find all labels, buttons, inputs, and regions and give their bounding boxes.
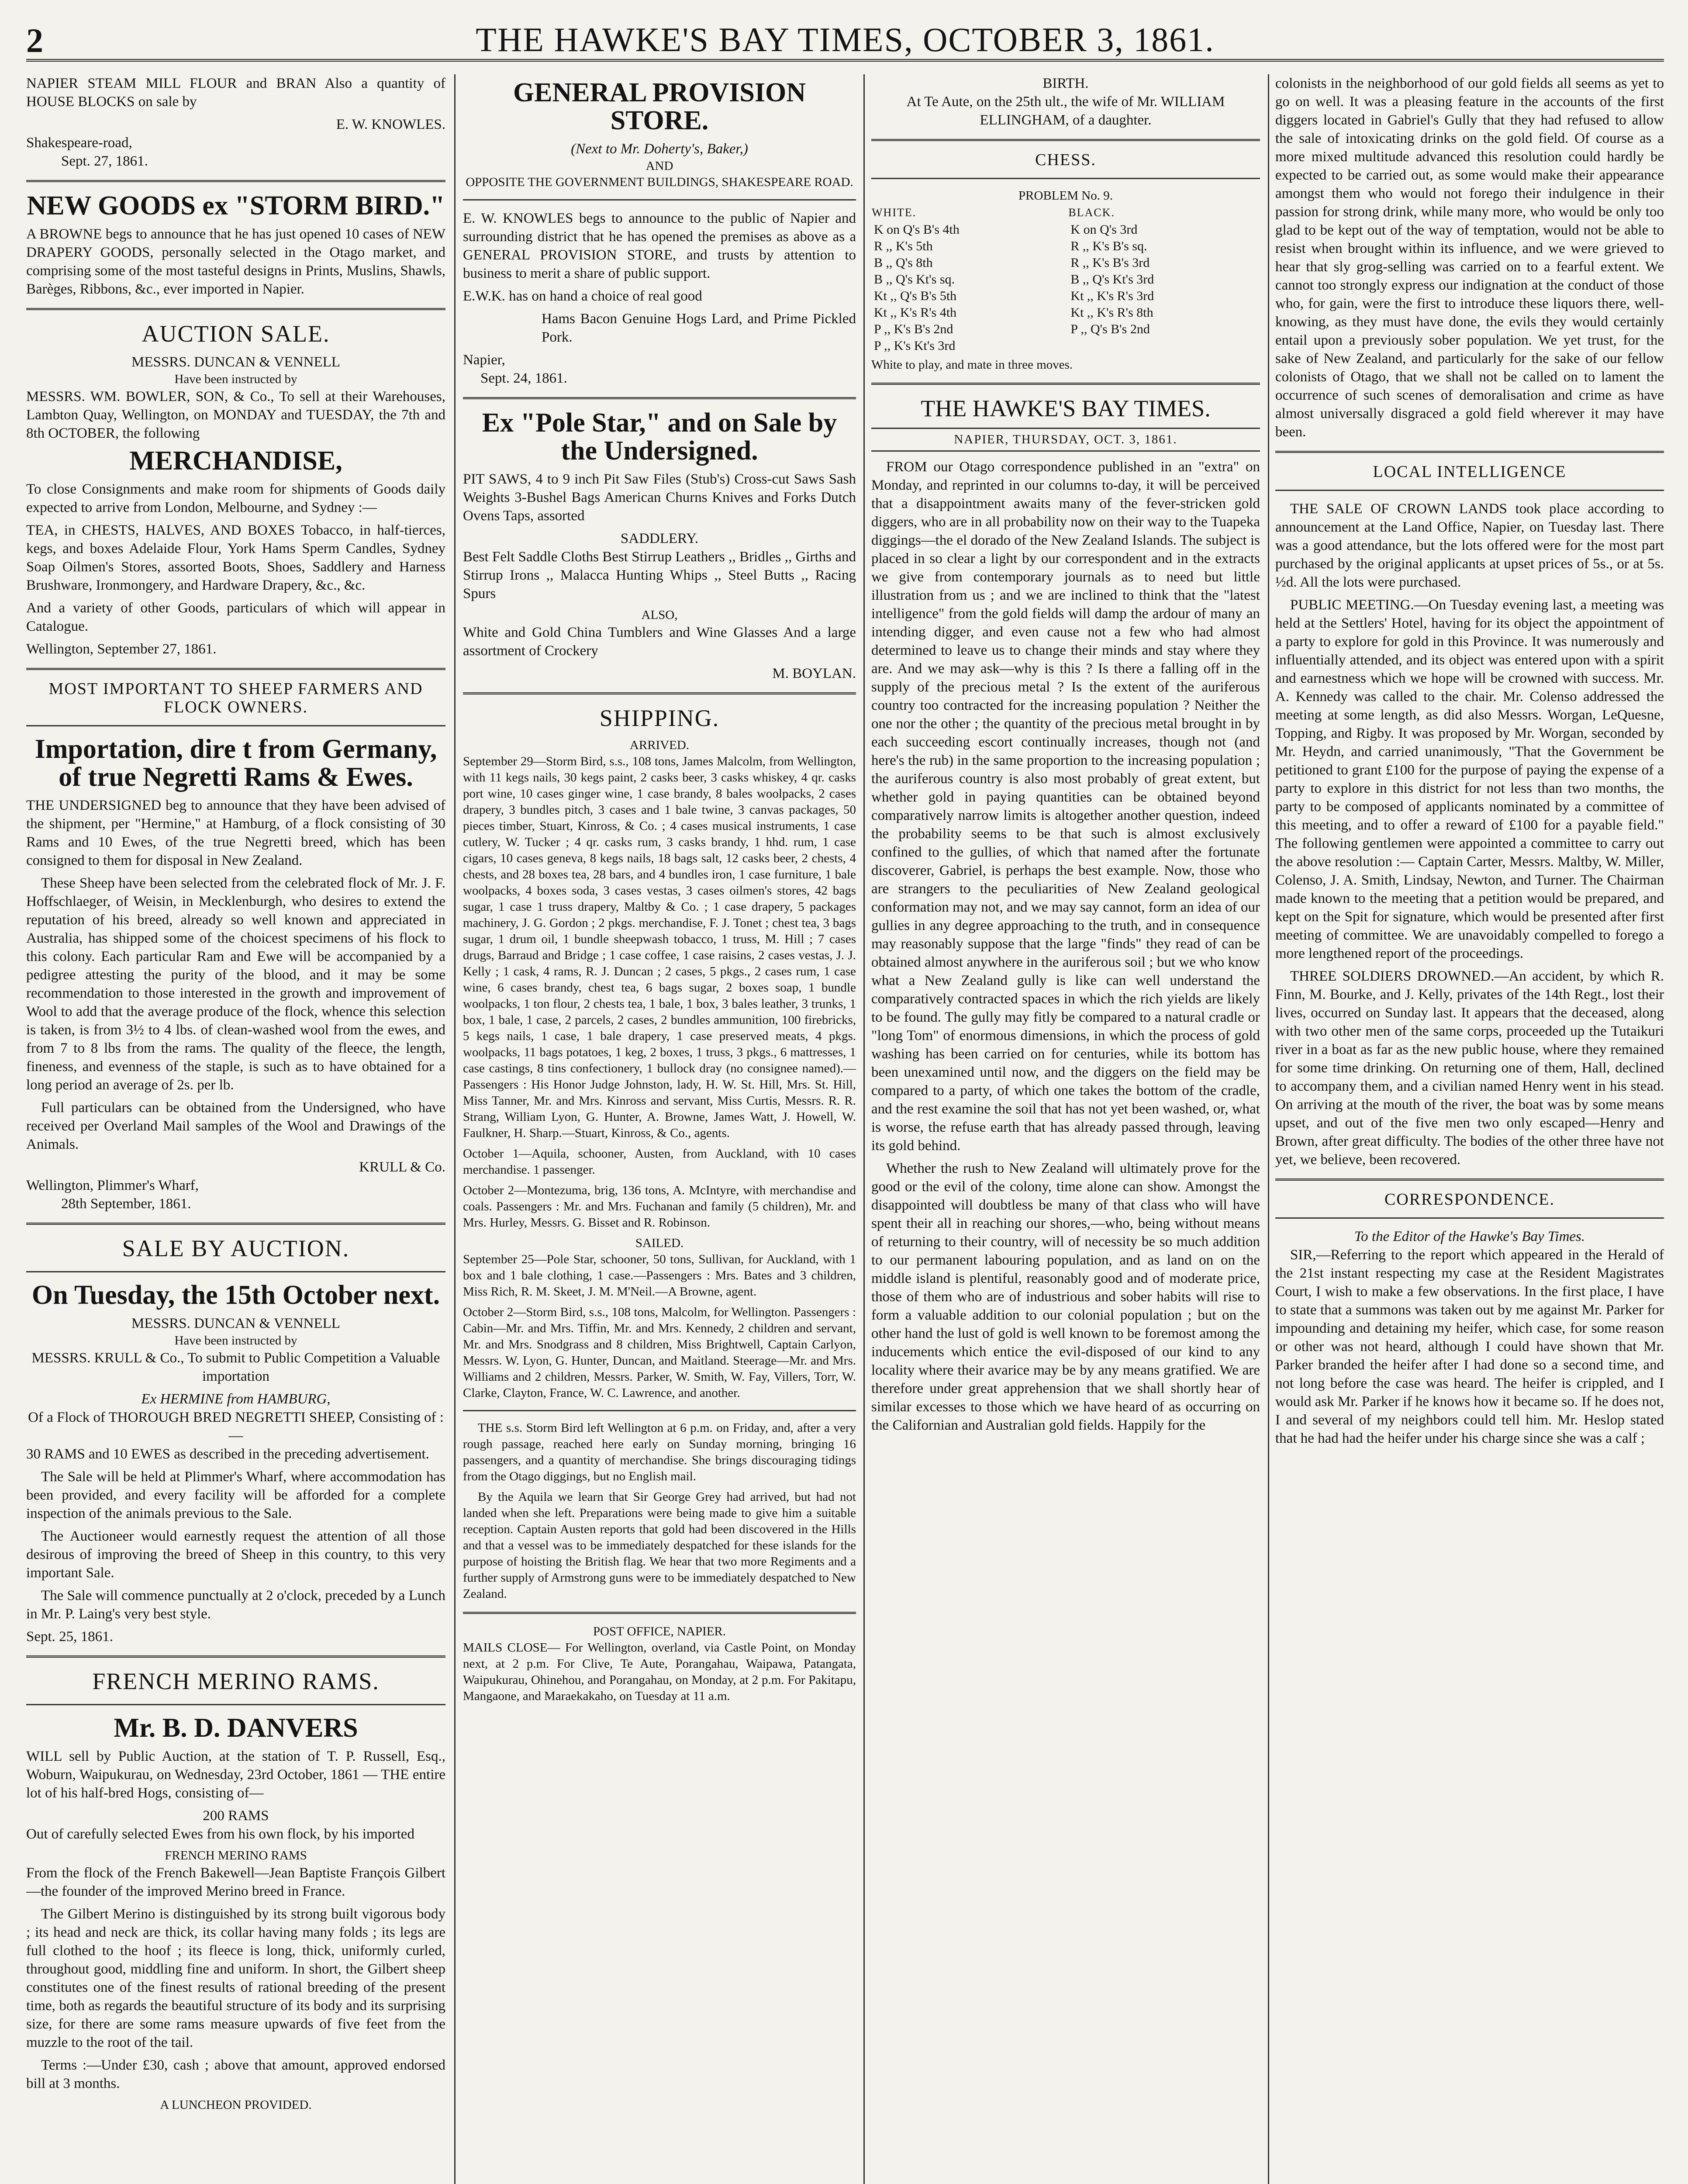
sale-para-3: The Sale will commence punctually at 2 o'clock, preceded by a Lunch in Mr. P. Laing's very best style.	[26, 1588, 445, 1622]
correspondence-text: SIR,—Referring to the report which appeared in the Herald of the 21st instant respecting my case at the Resident Magistrates Court, I wish to make a few observations. In the first place, I have to state that a summons was taken out by me against Mr. Parker for impounding and detaining my heifer, which case, for some reason or other was not heard, although I could have shown that Mr. Parker branded the heifer after I had done so a second time, and not long before the case was heard. The heifer is crippled, and I would ask Mr. Parker if he knows how it became so. If he does not, I and several of my neighbors could tell him. Mr. Heslop stated that he had had the heifer under his charge since she was a calf ;	[1275, 1247, 1664, 1446]
steam-mill-ad: NAPIER STEAM MILL FLOUR and BRAN Also a quantity of HOUSE BLOCKS on sale by	[26, 76, 445, 110]
shipping-heading: SHIPPING.	[599, 705, 720, 731]
chess-row	[871, 338, 1260, 354]
masthead	[26, 17, 1664, 62]
divider	[26, 180, 445, 182]
ad-signer: KRULL & Co.	[359, 1159, 445, 1175]
chess-row	[871, 271, 1260, 288]
crockery-list: White and Gold China Tumblers and Wine Glasses And a large assortment of Crockery	[463, 625, 856, 659]
ad-date: Sept. 27, 1861.	[61, 153, 148, 169]
column-3	[871, 74, 1260, 2184]
saddlery-heading: SADDLERY.	[620, 531, 699, 546]
white-piece: B ,, Q's Kt's sq.	[874, 272, 955, 287]
negretti-title: Importation, dire t from Germany, of true Negretti Rams & Ewes.	[35, 734, 437, 792]
arrived-heading: ARRIVED.	[629, 738, 690, 752]
divider	[26, 725, 445, 726]
column-4	[1275, 74, 1664, 2184]
soldiers-drowned-para: THREE SOLDIERS DROWNED.—An accident, by which R. Finn, M. Bourke, and J. Kelly, privates of the 14th Regt., lost their lives, occurred on Sunday last. It appears that the deceased, along with two other men of the same corps, proceeded up the Tutaikuri river in a boat as far as the new public house, where they remained for some time drinking. On returning one of them, Hall, declined to accompany them, and a civilian named Henry went in his stead. On arriving at the mouth of the river, the boat was by some means upset, and out of the five men two only escaped—Henry and Brown, after great difficulty. The bodies of the other three have not yet, we believe, been recovered.	[1275, 968, 1664, 1168]
post-office-heading: POST OFFICE, NAPIER.	[593, 1624, 726, 1638]
ad-date: Sept. 24, 1861.	[480, 370, 567, 386]
merino-text: WILL sell by Public Auction, at the station of T. P. Russell, Esq., Woburn, Waipukurau, on Wednesday, 23rd October, 1861 — THE entire lot of his half-bred Hogs, consisting of—	[26, 1749, 445, 1801]
chess-row	[871, 321, 1260, 338]
instructed-by: Have been instructed by	[174, 1334, 297, 1348]
chess-heading: CHESS.	[1035, 151, 1096, 169]
chess-row	[871, 255, 1260, 271]
black-piece: Kt ,, K's R's 8th	[1070, 305, 1153, 320]
white-piece: B ,, Q's 8th	[874, 256, 933, 270]
black-piece: R ,, K's B's sq.	[1070, 239, 1147, 253]
divider	[871, 450, 1260, 452]
divider	[871, 383, 1260, 385]
merchandise-list: TEA, in CHESTS, HALVES, AND BOXES Tobacco, in half-tierces, kegs, and boxes Adelaide Flour, York Hams Sperm Candles, Sydney Soap Oilmen's Stores, assorted Boots, Shoes, Saddlery and Harness Brushware, Ironmongery, and Hardware Drapery, &c., &c.	[26, 522, 445, 593]
white-header: WHITE.	[872, 206, 917, 219]
provision-store-heading: GENERAL PROVISION STORE.	[513, 78, 806, 135]
store-subheading: (Next to Mr. Doherty's, Baker,)	[571, 141, 748, 157]
luncheon-note: A LUNCHEON PROVIDED.	[160, 2098, 312, 2112]
danvers-name: Mr. B. D. DANVERS	[114, 1713, 358, 1743]
divider	[1275, 451, 1664, 453]
negretti-para-2: These Sheep have been selected from the celebrated flock of Mr. J. F. Hoffschlaeger, of Weisin, in Mecklenburgh, who desires to extend the reputation of his breed, already so well known and appreciated in Australia, has shipped some of the choicest specimens of his flock to this colony. Each particular Ram and Ewe will be accompanied by a pedigree attesting the purity of the blood, and it may be some recommendation to those interested in the growth and improvement of Wool to add that the average produce of the flock, whence this selection is taken, is from 3½ to 4 lbs. of clean-washed wool from the ewes, and from 7 to 8 lbs from the rams. The quality of the fleece, the length, fineness, and evenness of the staple, is such as to have obtained for a long period an average of 2s. per lb.	[26, 875, 445, 1093]
store-subheading: OPPOSITE THE GOVERNMENT BUILDINGS, SHAKESPEARE ROAD.	[466, 175, 853, 189]
auction-text-3: And a variety of other Goods, particulars of which will appear in Catalogue.	[26, 600, 445, 634]
public-meeting-para: PUBLIC MEETING.—On Tuesday evening last, a meeting was held at the Settlers' Hotel, having for its object the appointment of a party to explore for gold in this Province. It was numerously and influentially attended, and its object was entered upon with a spirit and earnestness which we hope will be crowned with success. Mr. A. Kennedy was called to the chair. Mr. Colenso addressed the meeting at some length, as did also Messrs. Worgan, LeQuesne, Topping, and Rigby. It was proposed by Mr. Worgan, seconded by Mr. Heydn, and carried unanimously, "That the Government be petitioned to grant £100 for the purpose of paying the expense of a party to explore in this district for not less than two months, the party to be composed of applicants nominated by a committee of this meeting, and to offer a reward of £100 for a payable field." The following gentlemen were appointed a committee to carry out the above resolution :— Captain Carter, Messrs. Maltby, W. Miller, Colenso, J. A. Smith, Lindsay, Newton, and Turner. The Chairman made known to the meeting that a petition would be prepared, and kept on the Spit for signature, which would be presented after first meeting of committee. We are unavoidably compelled to forego a more lengthened report of the proceedings.	[1275, 597, 1664, 961]
white-piece: Kt ,, K's R's 4th	[874, 305, 957, 320]
birth-text: At Te Aute, on the 25th ult., the wife of Mr. WILLIAM ELLINGHAM, of a daughter.	[906, 94, 1225, 128]
editorial-continued: colonists in the neighborhood of our gold fields all seems as yet to go on well. It was a pleasing feature in the accounts of the first diggers located in Gabriel's Gully that they had refused to allow the sale of intoxicating drinks on the gold field. Of course as a more mixed multitude advanced this resolution could hardly be expected to be carried out, as some would make their appearance amongst them who would not forego their indulgence in their passion for strong drink, while many more, who would be only too glad to be kept out of the way of temptation, would not be able to resist when brought within its influence, and we were grieved to hear that sly grog-selling was carried on to a fearful extent. We cannot too strongly express our indignation at the conduct of those who, for gain, were the first to introduce these liquors there, well-knowing, as they must have done, the evils they would certainly entail upon a previously sober population. We yet trust, for the sake of New Zealand, and particularly for the sake of our fellow colonists of Otago, that we shall not be called on to lament the occurrence of such scenes of demoralisation and crime as have almost universally disgraced a gold field wherever it may have been.	[1275, 76, 1664, 440]
local-intelligence-heading: LOCAL INTELLIGENCE	[1373, 463, 1567, 481]
newspaper-page	[26, 17, 1664, 2184]
also-heading: ALSO,	[641, 608, 678, 622]
arrived-text: September 29—Storm Bird, s.s., 108 tons, James Malcolm, from Wellington, with 11 kegs nails, 30 kegs paint, 2 casks beer, 3 casks whiskey, 4 qr. casks port wine, 10 cases ginger wine, 1 case brandy, 8 bales woolpacks, 2 cases drapery, 3 bundles pitch, 3 cases and 1 bale twine, 3 canvas packages, 50 pieces timber, Stuart, Kinross, & Co. ; 4 cases musical instruments, 1 case cutlery, W. Tucker ; 4 qr. casks rum, 3 casks brandy, 1 hhd. rum, 1 case cigars, 10 cases geneva, 8 kegs nails, 18 bags salt, 12 casks beer, 2 chests, 4 chests, and 28 boxes tea, 28 bars, and 4 bundles iron, 1 case furniture, 1 bale woolpacks, 4 boxes soda, 3 cases vestas, 3 cases oilmen's stores, 42 bags sugar, 1 case 1 truss drapery, Maltby & Co. ; 1 case drapery, 5 packages machinery, J. G. Gordon ; 2 pkgs. merchandise, F. J. Tonet ; chest tea, 3 bags sugar, 1 drum oil, 1 bundle sheepwash tobacco, 1 truss, M. Hill ; 7 cases drugs, Barraud and Bridge ; 1 case coffee, 1 case raisins, 2 cases vestas, J. J. Kelly ; 1 cask, 4 rams, R. J. Duncan ; 2 cases, 5 pkgs., 2 cases rum, 1 case wine, 6 cases brandy, chest tea, 6 bags sugar, 2 boxes soap, 1 bundle woolpacks, 1 ton flour, 2 chests tea, 1 bale, 1 box, 3 bales leather, 3 trunks, 1 box, 1 bale, 1 case, 2 parcels, 2 cases, 2 bundles ammunition, 100 firebricks, 5 kegs nails, 1 case, 1 bale drapery, 1 case preserved meats, 4 pkgs. woolpacks, 11 bags potatoes, 1 keg, 2 boxes, 1 truss, 3 pkgs., 6 mattresses, 1 case castings, 8 tins confectionery, 1 bullock dray (no consignee named).— Passengers : His Honor Judge Johnston, lady, H. W. St. Hill, Mrs. St. Hill, Miss Tanner, Mr. and Mrs. Kinross and servant, Miss Curtis, Messrs. R. R. Strang, William Lyon, G. Hunter, A. Browne, James Watt, J. Howell, W. Faulkner, H. Sharp.—Stuart, Kinross, & Co., agents.	[463, 754, 856, 1140]
merino-subheading: FRENCH MERINO RAMS	[165, 1849, 307, 1863]
shipping-news-2: By the Aquila we learn that Sir George Grey had arrived, but had not landed when she left. Preparations were being made to give him a suitable reception. Captain Austen reports that gold had been discovered in the Hills and that a vessel was to be immediately despatched for these islands for the purpose of hoisting the British flag. We hear that two more Regiments and a further supply of Armstrong guns were to be immediately despatched to New Zealand.	[463, 1490, 856, 1601]
ad-place: Shakespeare-road,	[26, 135, 132, 151]
chess-row	[871, 304, 1260, 321]
store-subheading: AND	[646, 159, 673, 173]
ad-date: Wellington, September 27, 1861.	[26, 641, 217, 657]
merino-para-2: From the flock of the French Bakewell—Jean Baptiste François Gilbert—the founder of the improved Merino breed in France.	[26, 1865, 445, 1899]
divider	[26, 1704, 445, 1705]
correspondence-heading: CORRESPONDENCE.	[1384, 1190, 1555, 1209]
correspondence-to: To the Editor of the Hawke's Bay Times.	[1354, 1229, 1585, 1244]
ad-signer: M. BOYLAN.	[772, 666, 856, 681]
crown-lands-para: THE SALE OF CROWN LANDS took place according to announcement at the Land Office, Napier, on Tuesday last. There was a good attendance, but the lots offered were for the most part purchased by the original applicants at upset prices of 5s., or at 5s. ½d. All the lots were purchased.	[1275, 501, 1664, 590]
sale-rams: 30 RAMS and 10 EWES as described in the preceding advertisement.	[26, 1446, 429, 1462]
chess-row	[871, 288, 1260, 304]
divider	[1275, 1178, 1664, 1181]
saddlery-list: Best Felt Saddle Cloths Best Stirrup Leathers ,, Bridles ,, Girths and Stirrup Irons ,, Malacca Hunting Whips ,, Steel Butts ,, Racing Spurs	[463, 549, 856, 601]
black-piece	[1068, 338, 1260, 354]
sailed-heading: SAILED.	[635, 1236, 684, 1250]
column-rule	[1268, 74, 1269, 2184]
sale-text: MESSRS. KRULL & Co., To submit to Public Competition a Valuable importation	[31, 1350, 440, 1384]
sale-para-1: The Sale will be held at Plimmer's Wharf, where accommodation has been provided, and every facility will be afforded for a complete inspection of the animals previous to the Sale.	[26, 1469, 445, 1521]
store-text: E. W. KNOWLES begs to announce to the public of Napier and surrounding district that he has opened the premises as above as a GENERAL PROVISION STORE, and trusts by attention to business to merit a share of public support.	[463, 211, 856, 281]
chess-table	[871, 204, 1260, 354]
chess-row	[871, 221, 1260, 238]
divider	[871, 178, 1260, 179]
merino-count: 200 RAMS	[203, 1808, 269, 1824]
newspaper-title: THE HAWKE'S BAY TIMES, OCTOBER 3, 1861.	[476, 21, 1215, 59]
divider	[26, 668, 445, 670]
sale-flock: Of a Flock of THOROUGH BRED NEGRETTI SHEEP, Consisting of :—	[28, 1410, 444, 1444]
paper-heading: THE HAWKE'S BAY TIMES.	[921, 395, 1211, 422]
negretti-para-3: Full particulars can be obtained from the Undersigned, who have received per Overland Mail samples of the Wool and Drawings of the Animals.	[26, 1100, 445, 1152]
shipping-news-1: THE s.s. Storm Bird left Wellington at 6 p.m. on Friday, and, after a very rough passage, reached here early on Sunday morning, bringing 16 passengers, and a quantity of merchandise. She brings discouraging tidings from the Otago diggings, but no English mail.	[463, 1421, 856, 1483]
editorial-para-2: Whether the rush to New Zealand will ultimately prove for the good or the evil of the colony, time alone can show. Amongst the disappointed will doubtless be many of that class who will have spent their all in reaching our shores,—who, being without means of returning to their country, will of necessity be so much addition to our permanent labouring population, and as land on on the middle island is plentiful, reasonably good and of moderate price, those of them who are of industrious and sober habits will rise to form a valuable addition to our colonial population ; but on the other hand the lust of gold is well known to be foremost among the inducements which entice the evil-disposed of our kind to any locality where their avarice may be by any means gratified. We are therefore under great apprehension that we shall shortly hear of similar excesses to those which we have heard of as occurring on the Californian and Australian gold fields. Happily for the	[871, 1161, 1260, 1433]
divider	[26, 308, 445, 310]
page-number: 2	[26, 21, 43, 59]
column-rule	[454, 74, 456, 2184]
chess-problem: PROBLEM No. 9.	[1018, 189, 1113, 203]
sale-date-title: On Tuesday, the 15th October next.	[31, 1280, 440, 1310]
sheep-farmers-heading: MOST IMPORTANT TO SHEEP FARMERS AND FLOCK OWNERS.	[48, 680, 423, 716]
birth-heading: BIRTH.	[1042, 76, 1089, 91]
black-piece: K on Q's 3rd	[1070, 222, 1138, 237]
column-rule	[863, 74, 865, 2184]
column-1	[26, 74, 445, 2184]
divider	[26, 1655, 445, 1658]
divider	[871, 428, 1260, 429]
arrived-text-3: October 2—Montezuma, brig, 136 tons, A. McIntyre, with merchandise and coals. Passengers : Mr. and Mrs. Fuchanan and family (5 children), Mr. and Mrs. Hurley, Messrs. G. Bisset and R. Robinson.	[463, 1183, 856, 1230]
ad-place: Wellington, Plimmer's Wharf,	[26, 1178, 199, 1193]
chess-footer: White to play, and mate in three moves.	[871, 358, 1073, 372]
divider	[1275, 490, 1664, 491]
sale-para-2: The Auctioneer would earnestly request the attention of all those desirous of improving the breed of Sheep in this country, to this very important Sale.	[26, 1528, 445, 1581]
merino-terms: Terms :—Under £30, cash ; above that amount, approved endorsed bill at 3 months.	[26, 2057, 445, 2091]
black-piece: B ,, Q's Kt's 3rd	[1070, 272, 1154, 287]
dateline: NAPIER, THURSDAY, OCT. 3, 1861.	[954, 432, 1177, 446]
divider	[463, 397, 856, 399]
chess-row	[871, 238, 1260, 255]
divider	[26, 1271, 445, 1272]
auctioneers: MESSRS. DUNCAN & VENNELL	[131, 1316, 340, 1331]
ad-place: Napier,	[463, 352, 505, 368]
sailed-text-2: October 2—Storm Bird, s.s., 108 tons, Malcolm, for Wellington. Passengers : Cabin—Mr. and Mrs. Tiffin, Mr. and Mrs. Kennedy, 2 children and servant, Mr. and Mrs. Snodgrass and 8 children, Miss Brightwell, Captain Carlyon, Messrs. W. Lyon, G. Hunter, Duncan, and Maitland. Steerage—Mr. and Mrs. Williams and 2 children, Messrs. Parker, W. Smith, W. Fay, Villers, Torr, W. Clarke, Clayton, France, W. C. Lawrence, and another.	[463, 1305, 856, 1400]
sale-ex-ship: Ex HERMINE from HAMBURG,	[141, 1391, 331, 1407]
auction-text: MESSRS. WM. BOWLER, SON, & Co., To sell at their Warehouses, Lambton Quay, Wellington, on MONDAY and TUESDAY, the 7th and 8th OCTOBER, the following	[26, 389, 445, 441]
store-text-2: E.W.K. has on hand a choice of real good	[463, 288, 702, 304]
column-2	[463, 74, 856, 2184]
black-piece: R ,, K's B's 3rd	[1070, 256, 1150, 270]
black-piece: Kt ,, K's R's 3rd	[1070, 289, 1154, 303]
pole-star-heading: Ex "Pole Star," and on Sale by the Undersigned.	[482, 408, 837, 466]
merino-para-3: The Gilbert Merino is distinguished by its strong built vigorous body ; its head and neck are thick, its collar having many folds ; its legs are full clothed to the hoof ; its fleece is long, thick, uniformly curled, throughout good, middling fine and uniform. In short, the Gilbert sheep constitutes one of the finest results of rational breeding of the present time, both as regards the beautiful structure of its body and its surprising size, for there are some rams measure upwards of five feet from the muzzle to the root of the tail.	[26, 1906, 445, 2050]
sailed-text: September 25—Pole Star, schooner, 50 tons, Sullivan, for Auckland, with 1 box and 1 bale clothing, 1 case.—Passengers : Mrs. Bates and 3 children, Miss Rich, R. M. Skeet, J. M. M'Neil.—A Browne, agent.	[463, 1252, 856, 1299]
white-piece: P ,, K's B's 2nd	[874, 322, 953, 336]
divider	[463, 1410, 856, 1411]
sale-by-auction-heading: SALE BY AUCTION.	[122, 1235, 350, 1261]
divider	[463, 1612, 856, 1614]
black-header: BLACK.	[1068, 206, 1115, 219]
arrived-text-2: October 1—Aquila, schooner, Austen, from Auckland, with 10 cases merchandise. 1 passenger.	[463, 1147, 856, 1177]
divider	[463, 199, 856, 200]
white-piece: Kt ,, Q's B's 5th	[874, 289, 957, 303]
store-list: Hams Bacon Genuine Hogs Lard, and Prime Pickled Pork.	[542, 311, 856, 345]
merchandise-heading: MERCHANDISE,	[129, 446, 342, 476]
ad-signer: E. W. KNOWLES.	[336, 117, 445, 132]
divider	[26, 1223, 445, 1225]
black-piece: P ,, Q's B's 2nd	[1070, 322, 1150, 336]
negretti-para-1: THE UNDERSIGNED beg to announce that they have been advised of the shipment, per "Hermine," at Hamburg, of a flock consisting of 30 Rams and 10 Ewes, of the true Negretti breed, which has been consigned to them for disposal in New Zealand.	[26, 798, 445, 868]
auction-text-2: To close Consignments and make room for shipments of Goods daily expected to arrive from London, Melbourne, and Sydney :—	[26, 481, 445, 515]
new-goods-text: A BROWNE begs to announce that he has just opened 10 cases of NEW DRAPERY GOODS, personally selected in the Otago market, and comprising some of the most tasteful designs in Prints, Muslins, Shawls, Barèges, Ribbons, &c., ever imported in Napier.	[26, 226, 445, 297]
pole-star-list: PIT SAWS, 4 to 9 inch Pit Saw Files (Stub's) Cross-cut Saws Sash Weights 3-Bushel Bags American Churns Knives and Forks Dutch Ovens Taps, assorted	[463, 471, 856, 524]
ad-date: 28th September, 1861.	[61, 1196, 191, 1212]
merino-para-1: Out of carefully selected Ewes from his own flock, by his imported	[26, 1826, 414, 1842]
new-goods-heading: NEW GOODS ex "STORM BIRD."	[27, 191, 445, 221]
white-piece: R ,, K's 5th	[874, 239, 933, 253]
post-office-text: MAILS CLOSE— For Wellington, overland, via Castle Point, on Monday next, at 2 p.m. For Clive, Te Aute, Porangahau, Waipawa, Patangata, Waipukurau, Ohinehou, and Porangahau, on Monday, at 2 p.m. For Pakitapu, Mangaone, and Maraekakaho, on Tuesday at 11 a.m.	[463, 1641, 856, 1703]
editorial-para-1: FROM our Otago correspondence published in an "extra" on Monday, and reprinted in our columns to-day, it will be perceived that a disappointment awaits many of the fever-stricken gold diggers, who are in all probability now on their way to the Tuapeka diggings—the el dorado of the New Zealand Islands. The subject is placed in so clear a light by our correspondent and in the extracts we give from contemporary journals as to need but little illustration from us ; and we are inclined to think that the "latest intelligence" from the gold fields will damp the ardour of many an intending digger, and even cause not a few who had almost determined to leave us to change their minds and stay where they are. And we may ask—why is this ? Is there a falling off in the supply of the precious metal ? Is the extent of the auriferous country too contracted for the increasing population ? Neither the one nor the other ; the quantity of the precious metal brought in by each succeeding escort continually increases, though not (and here's the rub) in the same proportion to the increasing population ; the auriferous country is also most probably of great extent, but whether gold in paying quantities can be obtained beyond comparatively narrow limits is altogether another question, indeed the probability seems to be that such is almost exclusively confined to the gullies, of which that named after the fortunate discoverer, Gabriel, is perhaps the best example. Now, those who are strangers to the peculiarities of New Zealand geological conformation may not, and we may say cannot, form an idea of our gullies in any degree approaching to the truth, and in consequence may reasonably suppose that the large "finds" they read of can be obtained almost anywhere in the auriferous soil ; but we who know what a New Zealand gully is like can well understand the comparatively contracted spaces in which the rich yields are likely to be found. The gully may fitly be compared to a natural cradle or "long Tom" of enormous dimensions, in which the process of gold washing has been carried on for centuries, while its bottom has been unexamined until now, and the diggers on the field may be compared to a party, of which one takes the bottom of the cradle, and the rest examine the soil that has not yet been washed, or, what is worse, the refuse earth that has already passed through, leaving its gold behind.	[871, 459, 1260, 1154]
auctioneers: MESSRS. DUNCAN & VENNELL	[131, 354, 340, 370]
instructed-by: Have been instructed by	[174, 372, 297, 386]
french-merino-heading: FRENCH MERINO RAMS.	[92, 1668, 380, 1694]
divider	[871, 139, 1260, 141]
divider	[1275, 1217, 1664, 1219]
divider	[463, 692, 856, 695]
white-piece: P ,, K's Kt's 3rd	[874, 339, 956, 353]
auction-sale-heading: AUCTION SALE.	[142, 321, 330, 347]
ad-date: Sept. 25, 1861.	[26, 1629, 113, 1645]
white-piece: K on Q's B's 4th	[874, 222, 960, 237]
